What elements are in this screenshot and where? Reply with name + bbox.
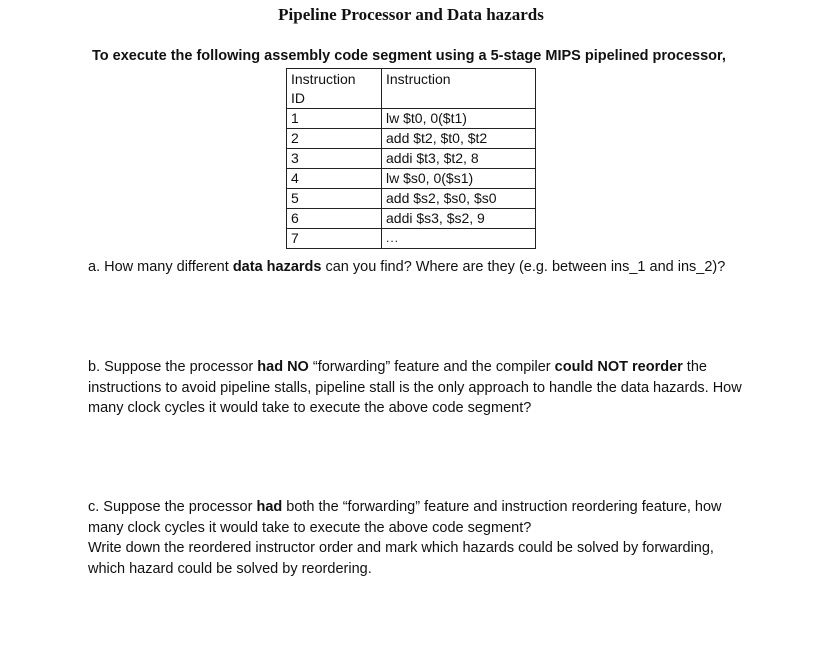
question-b-text: b. Suppose the processor [88, 359, 258, 375]
question-c-text: c. Suppose the processor [88, 499, 257, 515]
instruction-text: addi $s3, $s2, 9 [382, 209, 536, 229]
table-header-row-2 [287, 89, 536, 109]
instruction-id: 4 [287, 169, 382, 189]
instruction-text: lw $t0, 0($t1) [382, 109, 536, 129]
instruction-text: addi $t3, $t2, 8 [382, 149, 536, 169]
table-row [287, 109, 536, 129]
header-id-cell-2 [287, 89, 382, 109]
instruction-text: lw $s0, 0($s1) [382, 169, 536, 189]
header-id-label-line2: ID [291, 90, 305, 106]
question-c [88, 497, 748, 579]
question-c-line2: Write down the reordered instructor order and mark which hazards could be solved by forwarding, which hazard could be solved by reordering. [88, 540, 714, 577]
table-row [287, 209, 536, 229]
table-row [287, 169, 536, 189]
header-instruction-cell-2 [382, 89, 536, 109]
instruction-id: 2 [287, 129, 382, 149]
instruction-id: 6 [287, 209, 382, 229]
instruction-text: add $s2, $s0, $s0 [382, 189, 536, 209]
instruction-id: 7 [287, 229, 382, 249]
header-instruction-label: Instruction [386, 71, 451, 87]
header-id-label-line1: Instruction [291, 71, 356, 87]
table-header-row [287, 69, 536, 90]
header-instruction-cell [382, 69, 536, 90]
question-a [88, 257, 748, 278]
question-a-text-2: can you find? Where are they (e.g. between ins_1 and ins_2)? [321, 259, 726, 275]
table-row [287, 129, 536, 149]
question-b-emphasis: had NO [257, 359, 309, 375]
question-b-text-3: the instructions to avoid pipeline stalls, pipeline stall is the only approach to handle the data hazards. How many clock cycles it would take to execute the above code segment? [88, 359, 742, 416]
table-row [287, 149, 536, 169]
header-id-cell [287, 69, 382, 90]
question-b-emphasis-2: could NOT reorder [554, 359, 683, 375]
instruction-id: 3 [287, 149, 382, 169]
intro-text: To execute the following assembly code segment using a 5-stage MIPS pipelined processor, [92, 48, 726, 64]
question-b [88, 357, 748, 419]
question-c-emphasis: had [256, 499, 283, 515]
question-a-text: a. How many different [88, 259, 233, 275]
table-row [287, 189, 536, 209]
question-a-emphasis: data hazards [232, 259, 322, 275]
instruction-id: 1 [287, 109, 382, 129]
question-c-text-2: both the “forwarding” feature and instruction reordering feature, how many clock cycles it would take to execute the above code segment? [88, 499, 722, 536]
instruction-table [286, 68, 536, 249]
question-b-text-2: “forwarding” feature and the compiler [308, 359, 555, 375]
instruction-text: ... [382, 229, 536, 249]
table-row [287, 229, 536, 249]
instruction-id: 5 [287, 189, 382, 209]
page-title: Pipeline Processor and Data hazards [278, 5, 544, 24]
instruction-text: add $t2, $t0, $t2 [382, 129, 536, 149]
